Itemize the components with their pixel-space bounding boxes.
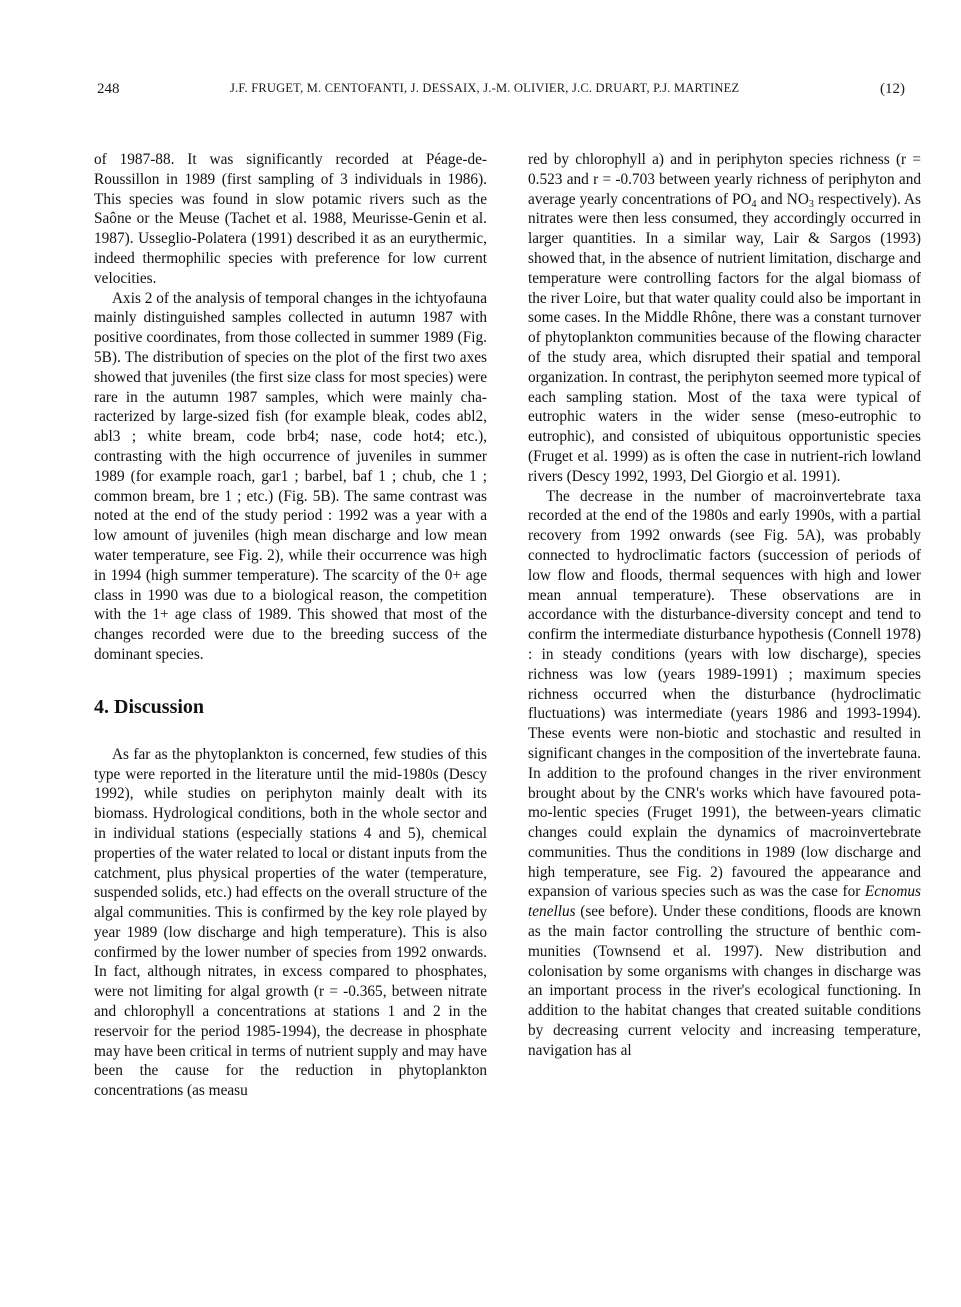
text-run: and NO [756,190,809,208]
subscript: 3 [808,198,814,210]
paragraph-phytoplankton: As far as the phytoplankton is concerned, few studies of this type were reported in the literature until the mid-1980s (Descy 1992), while studies on periphyton mainly dealt with its biomass. Hydrological conditions, both in the whole sector and in individual stations (especially stations 4 and 5), chemical properties of the water related to local or distant inputs from the catchment, plus physical properties of the water (temperature, suspended solids, etc.) had effects on the overall structure of the algal communities. This is confirmed by the key role played by year 1989 (low discharge and high temperature). This is also confirmed by the lower number of species from 1992 onwards. In fact, although nitrates, in excess compared to phosphates, were not limiting for algal growth (r = -0.365, between nitrate and chlorophyll a concentrations at stations 1 and 2 in the reservoir for the period 1985-1994), the decrease in phosphate may have been critical in terms of nutrient supply and may have been the cause for the reduction in phytoplankton concentrations (as measu [94,745,487,1100]
text-run: (see before). Under these conditions, floods are known as the main factor controlling the structure of benthic communities (Townsend et al. 1997). New distribution and colonisation by some organisms with changes in discharge was an important process in the river's ecological functioning. In addition to the habitat changes that created suitable conditions by decreasing current velocity and increasing temperature, navigation has al [528,903,921,1059]
page-number: 248 [97,81,120,97]
text-run: red by chlorophyll a) and in periphyton species richness (r = 0.523 and r = -0.703 between yearly richness of periphyton and average yearly concentrations of PO [528,151,921,208]
paragraph-periphyton [528,150,921,487]
running-head-authors: J.F. FRUGET, M. CENTOFANTI, J. DESSAIX, J.-M. OLIVIER, J.C. DRUART, P.J. MARTINEZ [230,81,740,95]
paragraph-macroinvertebrate [528,487,921,1061]
text-run: The decrease in the number of macroinvertebrate taxa recorded at the end of the 1980s and early 1990s, with a partial recovery from 1992 onwards (see Fig. 5A), was probably connected to hydroclimatic factors (succession of periods of low flow and floods, thermal sequences with high and lower mean annual temperature). These observations are in accordance with the disturbance-diversity concept and tend to confirm the intermediate disturbance hypothesis (Connell 1978) : in steady conditions (years with low discharge), species richness was low (years 1989-1991) ; maximum species richness occurred when the disturbance (hydroclimatic fluctuations) was intermediate (years 1986 and 1993-1994). These events were non-biotic and stochastic and resulted in significant changes in the composition of the invertebrate fauna. In addition to the profound changes in the river environment brought about by the CNR's works which have favoured potamo-lentic species (Fruget 1991), the between-years climatic changes could explain the dynamics of macroinvertebrate communities. Thus the conditions in 1989 (low discharge and high temperature, see Fig. 2) favoured the appearance and expansion of various species such as was the case for [528,487,921,901]
paragraph-continued: of 1987-88. It was significantly recorded at Péage-de-Roussillon in 1989 (first sampling of 3 individuals in 1986). This species was found in slow potamic rivers such as the Saône or the Meuse (Tachet et al. 1988, Meurisse-Genin et al. 1987). Usseglio-Polatera (1991) described it as an eurythermic, indeed thermophilic species with preference for low current velocities. [94,151,487,287]
left-column [94,150,487,1101]
right-column [528,150,921,1061]
section-heading: 4. Discussion [94,695,205,718]
paragraph-ichtyofauna: Axis 2 of the analysis of temporal changes in the ichtyofauna mainly distinguished samples collected in autumn 1987 with positive coordinates, from those collected in summer 1989 (Fig. 5B). The distribution of species on the plot of the first two axes showed that juveniles (the first size class for most species) were rare in the autumn 1987 samples, which were mainly characterized by large-sized fish (for example bleak, codes abl2, abl3 ; white bream, code brb4; nase, code hot4; etc.), contrasting with the high occurrence of juveniles in summer 1989 (for example roach, gar1 ; barbel, baf 1 ; chub, che 1 ; common bream, bre 1 ; etc.) (Fig. 5B). The same contrast was noted at the end of the study period : 1992 was a year with a low amount of juveniles (high mean discharge and low mean water temperature, see Fig. 2), while their occurrence was high in 1994 (high summer temperature). The scarcity of the 0+ age class in 1990 was due to a biological reason, the competition with the 1+ age class of 1989. This showed that most of the changes recorded were due to the breeding success of the dominant species. [94,289,487,663]
species-name: Ecnomus tenellus [528,883,921,921]
text-run: respectively). As nitrates were then less consumed, they accordingly occurred in larger quantities. In a similar way, Lair & Sargos (1993) showed that, in the absence of nutrient limitation, discharge and temperature were controlling factors for the algal biomass of the river Loire, but that water quality could also be important in some cases. In the Middle Rhône, there was a constant turnover of phytoplankton communities because of the flowing character of the study area, which disrupted their spatial and temporal organization. In contrast, the periphyton seemed more typical of each sampling station. Most of the taxa were typical of eutrophic waters in the wider sense (meso-eutrophic to eutrophic), and consisted of ubiquitous opportunistic species (Fruget et al. 1999) as is often the case in nutrient-rich lowland rivers (Descy 1992, 1993, Del Giorgio et al. 1991). [528,190,921,485]
subscript: 4 [751,198,757,210]
section-number: (12) [880,81,905,97]
